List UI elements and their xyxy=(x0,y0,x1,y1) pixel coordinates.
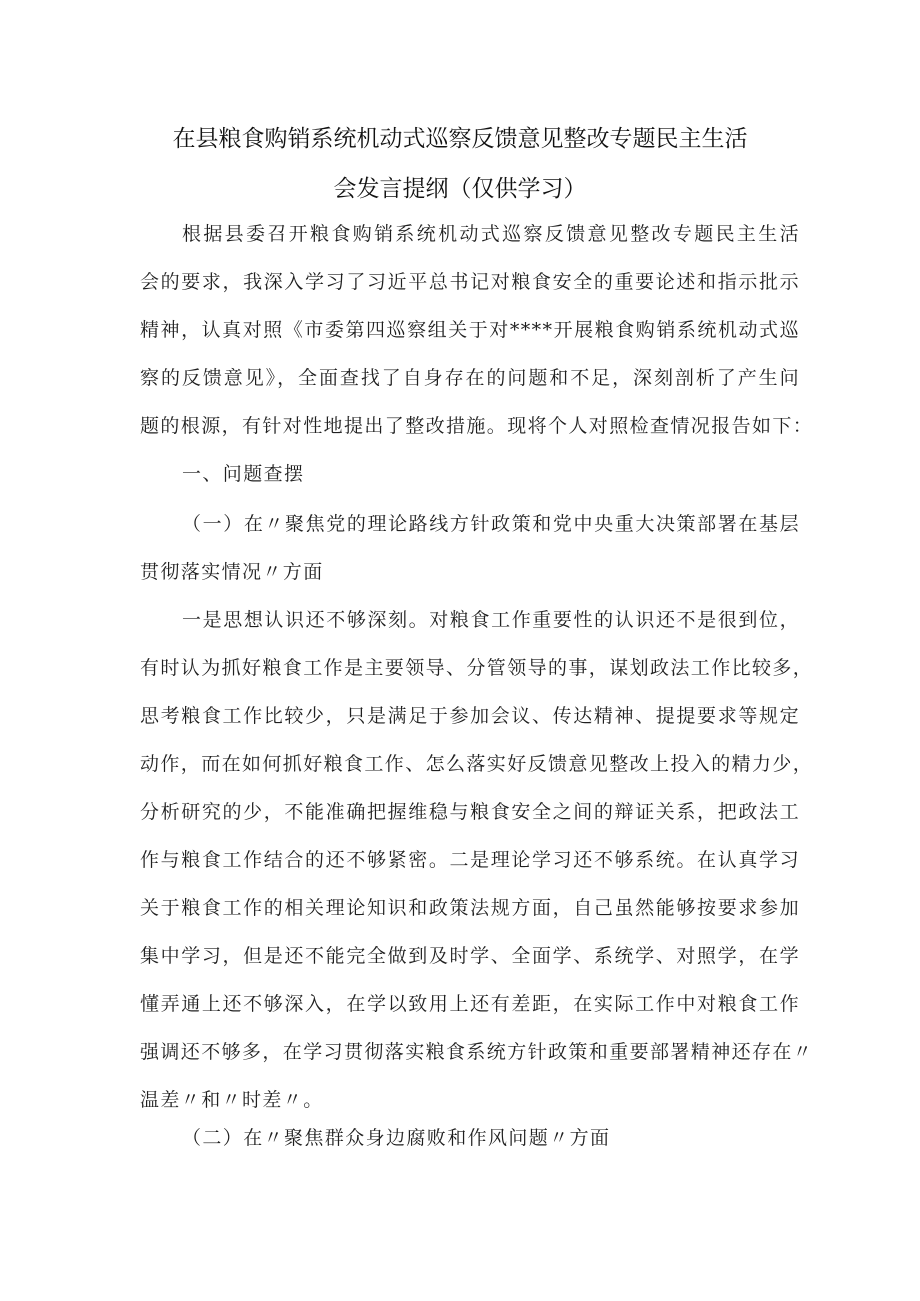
paragraph-line: 强调还不够多，在学习贯彻落实粮食系统方针政策和重要部署精神还存在〃 xyxy=(140,1041,814,1063)
paragraph-line: 懂弄通上还不够深入，在学以致用上还有差距，在实际工作中对粮食工作 xyxy=(140,993,800,1015)
paragraph-line: 分析研究的少，不能准确把握维稳与粮食安全之间的辩证关系，把政法工 xyxy=(140,801,800,823)
paragraph-line: 题的根源，有针对性地提出了整改措施。现将个人对照检查情况报告如下： xyxy=(140,415,814,437)
subsection-heading-continued: 贯彻落实情况〃方面 xyxy=(140,561,324,583)
paragraph-line: 有时认为抓好粮食工作是主要领导、分管领导的事，谋划政法工作比较多， xyxy=(140,657,814,679)
paragraph-line: 关于粮食工作的相关理论知识和政策法规方面，自己虽然能够按要求参加 xyxy=(140,897,800,919)
section-heading: 一、问题查摆 xyxy=(182,463,305,485)
document-title-line-2: 会发言提纲（仅供学习） xyxy=(333,176,587,202)
paragraph-line: 集中学习，但是还不能完全做到及时学、全面学、系统学、对照学，在学 xyxy=(140,945,800,967)
subsection-heading: （二）在〃聚焦群众身边腐败和作风问题〃方面 xyxy=(182,1127,611,1149)
paragraph-line: 会的要求，我深入学习了习近平总书记对粮食安全的重要论述和指示批示 xyxy=(140,271,800,293)
paragraph-line: 根据县委召开粮食购销系统机动式巡察反馈意见整改专题民主生活 xyxy=(182,223,800,245)
paragraph-line: 思考粮食工作比较少，只是满足于参加会议、传达精神、提提要求等规定 xyxy=(140,705,800,727)
paragraph-line: 精神，认真对照《市委第四巡察组关于对****开展粮食购销系统机动式巡 xyxy=(140,319,800,341)
paragraph-line: 温差〃和〃时差〃。 xyxy=(140,1089,324,1111)
paragraph-line: 察的反馈意见》，全面查找了自身存在的问题和不足，深刻剖析了产生问 xyxy=(140,367,800,389)
document-title-line-1: 在县粮食购销系统机动式巡察反馈意见整改专题民主生活 xyxy=(172,126,748,152)
paragraph-line: 动作，而在如何抓好粮食工作、怎么落实好反馈意见整改上投入的精力少， xyxy=(140,753,814,775)
subsection-heading: （一）在〃聚焦党的理论路线方针政策和党中央重大决策部署在基层 xyxy=(182,513,800,535)
paragraph-line: 作与粮食工作结合的还不够紧密。二是理论学习还不够系统。在认真学习 xyxy=(140,849,800,871)
paragraph-line: 一是思想认识还不够深刻。对粮食工作重要性的认识还不是很到位， xyxy=(182,609,800,631)
